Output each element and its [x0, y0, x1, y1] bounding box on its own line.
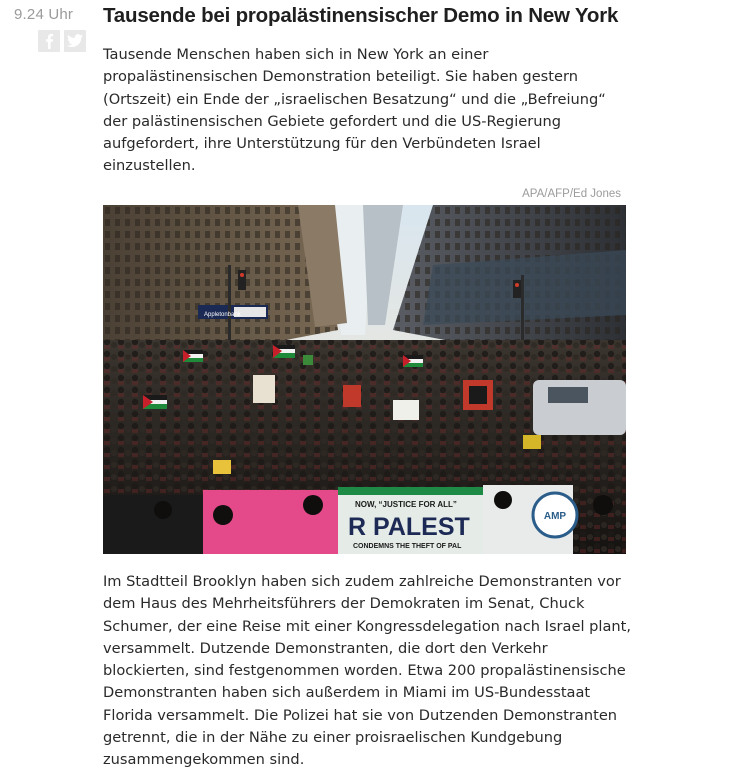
demonstration-photo [103, 205, 626, 554]
article-title: Tausende bei propalästinensischer Demo in New York [103, 4, 619, 27]
article-photo [103, 205, 626, 554]
twitter-share-button[interactable] [64, 30, 86, 52]
article-body: Im Stadtteil Brooklyn haben sich zudem zahlreiche Demonstranten vor dem Haus des Mehrheitsführers der Demokraten im Senat, Chuck Schumer, der eine Reise mit einer Kongressdelegation nach Israel plant, versammelt. Dutzende Demonstranten, die dort den Verkehr blockierten, sind festgenommen worden. Etwa 200 propalästinensische Demonstranten haben sich außerdem in Miami im US-Bundesstaat Florida versammelt. Die Polizei hat sie von Dutzenden Demonstranten getrennt, die in der Nähe zu einer proisraelischen Kundgebung zusammengekommen sind. [103, 573, 632, 769]
facebook-share-button[interactable] [38, 30, 60, 52]
banner-text-justice: NOW, “JUSTICE FOR ALL” [355, 500, 457, 509]
ticker-time: 9.24 Uhr [14, 6, 74, 23]
banner-text-amp: AMP [543, 511, 567, 522]
article-lead: Tausende Menschen haben sich in New York an einer propalästinensischen Demonstration beteiligt. Sie haben gestern (Ortszeit) ein Ende der „israelischen Besatzung“ und die „Befreiung“ der palästinensischen Gebiete gefordert und die US-Regierung aufgefordert, ihre Unterstützung für den Verbündeten Israel einzustellen. [103, 46, 606, 175]
twitter-icon [67, 34, 83, 48]
photo-credit: APA/AFP/Ed Jones [522, 188, 621, 200]
facebook-icon [43, 33, 55, 49]
banner-text-condemns: CONDEMNS THE THEFT OF PAL [353, 543, 462, 550]
sign-text-bank: Appletonbank [204, 312, 241, 318]
banner-text-palest: R PALEST [348, 513, 470, 541]
